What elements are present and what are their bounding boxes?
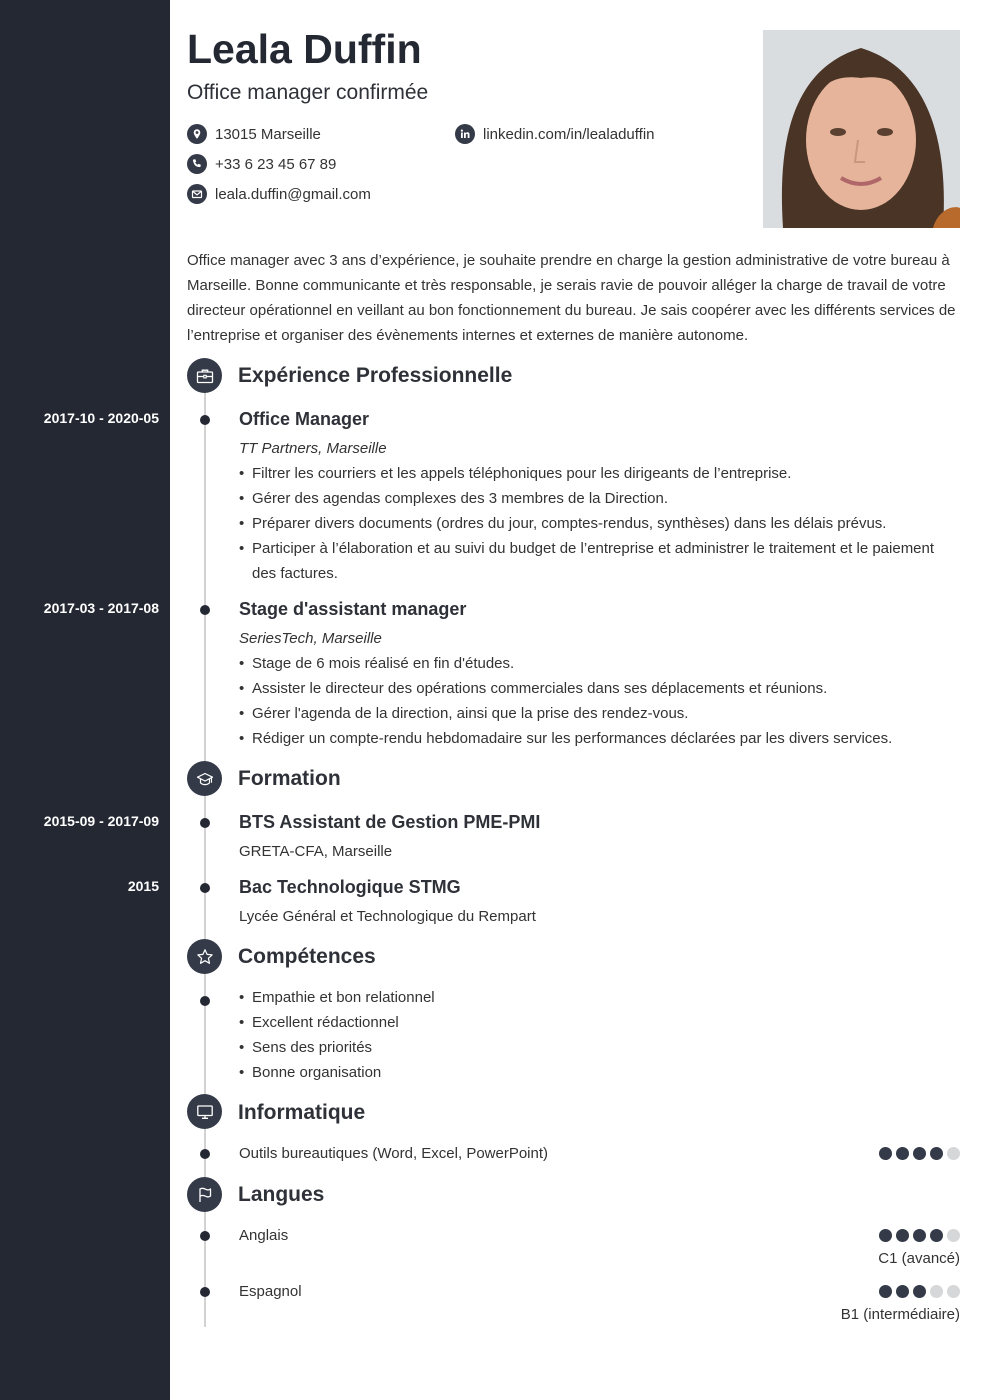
computing-skill-name: Outils bureautiques (Word, Excel, PowerPoint): [239, 1145, 549, 1162]
education-degree: Bac Technologique STMG: [239, 877, 461, 897]
education-degree: BTS Assistant de Gestion PME-PMI: [239, 812, 541, 832]
skills-list: [239, 985, 959, 1085]
education-date: 2015: [127, 878, 159, 894]
experience-date: 2017-10 - 2020-05: [43, 410, 159, 426]
phone-icon: [187, 154, 207, 174]
timeline-dot: [200, 415, 210, 425]
language-name: Anglais: [239, 1227, 289, 1244]
envelope-icon: [187, 184, 207, 204]
rating-dot-empty: [947, 1285, 960, 1298]
rating-dot-empty: [930, 1285, 943, 1298]
experience-role: Office Manager: [239, 409, 370, 429]
section-title-languages: Langues: [238, 1183, 325, 1206]
list-item: • Stage de 6 mois réalisé en fin d'études.: [239, 651, 959, 676]
list-item: • Empathie et bon relationnel: [239, 985, 959, 1010]
education-date: 2015-09 - 2017-09: [43, 813, 159, 829]
section-title-computing: Informatique: [238, 1101, 366, 1124]
list-item: • Assister le directeur des opérations commerciales dans ses déplacements et réunions.: [239, 676, 959, 701]
rating-dot-filled: [896, 1285, 909, 1298]
left-sidebar: [0, 0, 170, 1400]
list-item: • Filtrer les courriers et les appels téléphoniques pour les dirigeants de l’entreprise.: [239, 461, 959, 486]
education-school: GRETA-CFA, Marseille: [239, 843, 393, 860]
language-rating: [879, 1229, 960, 1242]
experience-bullets: [239, 651, 959, 751]
experience-company: SeriesTech, Marseille: [239, 630, 382, 647]
list-item: • Gérer des agendas complexes des 3 membres de la Direction.: [239, 486, 959, 511]
list-item: • Préparer divers documents (ordres du jour, comptes-rendus, synthèses) dans les délais prévus.: [239, 511, 959, 536]
rating-dot-filled: [879, 1285, 892, 1298]
section-title-experience: Expérience Professionnelle: [238, 364, 513, 387]
list-item: • Excellent rédactionnel: [239, 1010, 959, 1035]
rating-dot-filled: [913, 1229, 926, 1242]
candidate-name: Leala Duffin: [187, 26, 422, 72]
list-item: • Rédiger un compte-rendu hebdomadaire sur les performances déclarées par les divers services.: [239, 726, 959, 751]
rating-dot-filled: [930, 1229, 943, 1242]
linkedin-icon: [455, 124, 475, 144]
rating-dot-filled: [913, 1147, 926, 1160]
experience-date: 2017-03 - 2017-08: [43, 600, 159, 616]
section-title-skills: Compétences: [238, 945, 376, 968]
rating-dot-empty: [947, 1147, 960, 1160]
language-rating: [879, 1285, 960, 1298]
rating-dot-filled: [930, 1147, 943, 1160]
timeline-dot: [200, 818, 210, 828]
contact-linkedin: [455, 124, 655, 144]
linkedin-link[interactable]: linkedin.com/in/lealaduffin: [483, 125, 655, 143]
language-level: C1 (avancé): [878, 1250, 960, 1267]
education-school: Lycée Général et Technologique du Rempart: [239, 908, 536, 925]
map-pin-icon: [187, 124, 207, 144]
timeline-dot: [200, 605, 210, 615]
skill-rating: [879, 1147, 960, 1160]
experience-company: TT Partners, Marseille: [239, 440, 387, 457]
list-item: • Sens des priorités: [239, 1035, 959, 1060]
contact-phone: [187, 154, 336, 174]
contact-location: [187, 124, 321, 144]
rating-dot-empty: [947, 1229, 960, 1242]
rating-dot-filled: [896, 1147, 909, 1160]
section-title-education: Formation: [238, 767, 341, 790]
experience-role: Stage d'assistant manager: [239, 599, 467, 619]
timeline-dot: [200, 996, 210, 1006]
rating-dot-filled: [896, 1229, 909, 1242]
monitor-icon: [187, 1094, 222, 1129]
star-icon: [187, 939, 222, 974]
job-title: Office manager confirmée: [187, 81, 429, 104]
timeline-dot: [200, 883, 210, 893]
timeline-dot: [200, 1231, 210, 1241]
rating-dot-filled: [879, 1147, 892, 1160]
rating-dot-filled: [913, 1285, 926, 1298]
list-item: • Bonne organisation: [239, 1060, 959, 1085]
list-item: • Gérer l'agenda de la direction, ainsi que la prise des rendez-vous.: [239, 701, 959, 726]
timeline-dot: [200, 1149, 210, 1159]
location-text: 13015 Marseille: [215, 125, 321, 143]
flag-icon: [187, 1177, 222, 1212]
language-level: B1 (intermédiaire): [840, 1306, 960, 1323]
profile-photo: [763, 30, 960, 228]
briefcase-icon: [187, 358, 222, 393]
experience-bullets: [239, 461, 959, 586]
contact-email: [187, 184, 371, 204]
email-link[interactable]: leala.duffin@gmail.com: [215, 185, 371, 203]
graduation-cap-icon: [187, 761, 222, 796]
timeline-dot: [200, 1287, 210, 1297]
profile-summary: Office manager avec 3 ans d’expérience, je souhaite prendre en charge la gestion administrative de votre bureau à Marseille. Bonne communicante et très responsable, je serais ravie de pouvoir alléger la charge de travail de votre directeur opérationnel en veillant au bon fonctionnement du bureau. Je sais coopérer avec les différents services de l’entreprise et organiser des évènements internes et externes de manière autonome.: [187, 252, 956, 344]
list-item: • Participer à l’élaboration et au suivi du budget de l’entreprise et administrer le traitement et le paiement des factures.: [239, 536, 959, 586]
language-name: Espagnol: [239, 1283, 302, 1300]
phone-text[interactable]: +33 6 23 45 67 89: [215, 155, 337, 173]
rating-dot-filled: [879, 1229, 892, 1242]
